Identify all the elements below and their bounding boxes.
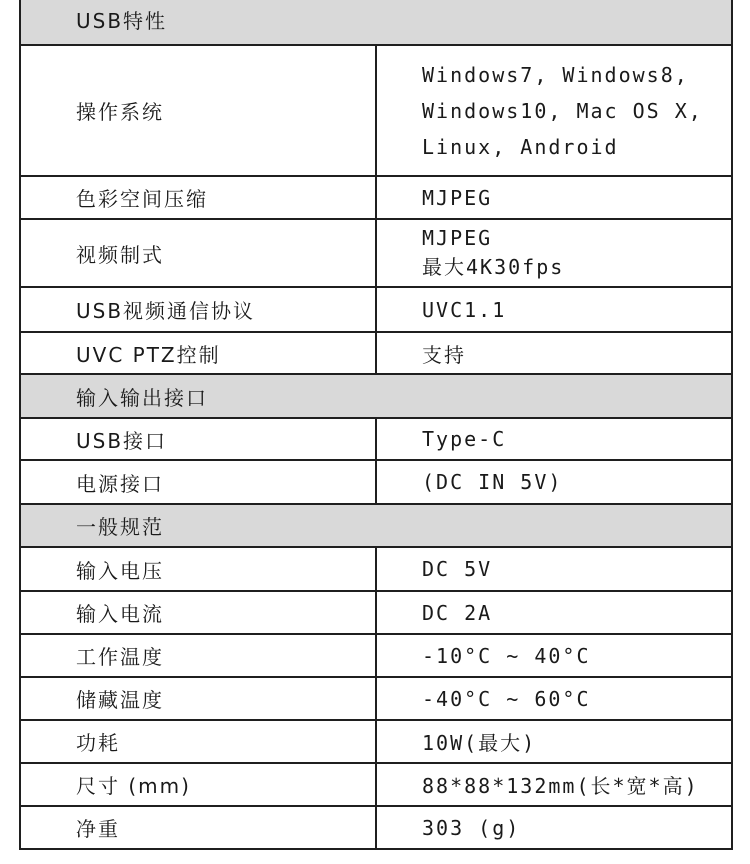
table-row (20, 45, 732, 176)
row-label-ptz: UVC PTZ控制 (20, 332, 376, 374)
table-row (20, 460, 732, 504)
row-value-color: MJPEG (376, 176, 732, 219)
section-title-io: 输入输出接口 (20, 374, 732, 418)
row-value-input-current: DC 2A (376, 591, 732, 634)
row-value-protocol: UVC1.1 (376, 287, 732, 332)
spec-table (19, 0, 733, 850)
row-label-power-port: 电源接口 (20, 460, 376, 504)
table-row (20, 332, 732, 374)
table-row (20, 287, 732, 332)
row-label-protocol: USB视频通信协议 (20, 287, 376, 332)
row-label-power: 功耗 (20, 720, 376, 763)
table-row (20, 591, 732, 634)
row-label-input-voltage: 输入电压 (20, 547, 376, 591)
row-label-usb-port: USB接口 (20, 418, 376, 460)
table-row (20, 176, 732, 219)
table-row (20, 219, 732, 287)
row-value-power: 10W(最大) (376, 720, 732, 763)
section-title-general: 一般规范 (20, 504, 732, 547)
row-label-weight: 净重 (20, 806, 376, 849)
section-row-general (20, 504, 732, 547)
os-line-2: Windows10, Mac OS X, (422, 98, 703, 123)
video-format-line-1: MJPEG (422, 226, 493, 250)
section-row-usb (20, 0, 732, 45)
table-row (20, 677, 732, 720)
row-value-ptz: 支持 (376, 332, 732, 374)
row-value-video-format (376, 219, 732, 287)
row-label-color: 色彩空间压缩 (20, 176, 376, 219)
section-title-usb: USB特性 (20, 0, 732, 45)
row-label-size: 尺寸 (mm) (20, 763, 376, 806)
row-value-storage-temp: -40°C ~ 60°C (376, 677, 732, 720)
table-row (20, 634, 732, 677)
os-line-3: Linux, Android (422, 134, 619, 159)
table-row (20, 547, 732, 591)
video-format-line-2: 最大4K30fps (422, 255, 565, 279)
row-label-input-current: 输入电流 (20, 591, 376, 634)
row-label-video-format: 视频制式 (20, 219, 376, 287)
row-value-size: 88*88*132mm(长*宽*高) (376, 763, 732, 806)
section-row-io (20, 374, 732, 418)
row-value-weight: 303 (g) (376, 806, 732, 849)
os-line-1: Windows7, Windows8, (422, 62, 689, 87)
row-label-storage-temp: 储藏温度 (20, 677, 376, 720)
row-value-input-voltage: DC 5V (376, 547, 732, 591)
row-value-usb-port: Type-C (376, 418, 732, 460)
table-row (20, 720, 732, 763)
row-value-work-temp: -10°C ~ 40°C (376, 634, 732, 677)
row-label-os: 操作系统 (20, 45, 376, 176)
row-label-work-temp: 工作温度 (20, 634, 376, 677)
table-row (20, 763, 732, 806)
table-row (20, 418, 732, 460)
row-value-os (376, 45, 732, 176)
row-value-power-port: (DC IN 5V) (376, 460, 732, 504)
table-row (20, 806, 732, 849)
